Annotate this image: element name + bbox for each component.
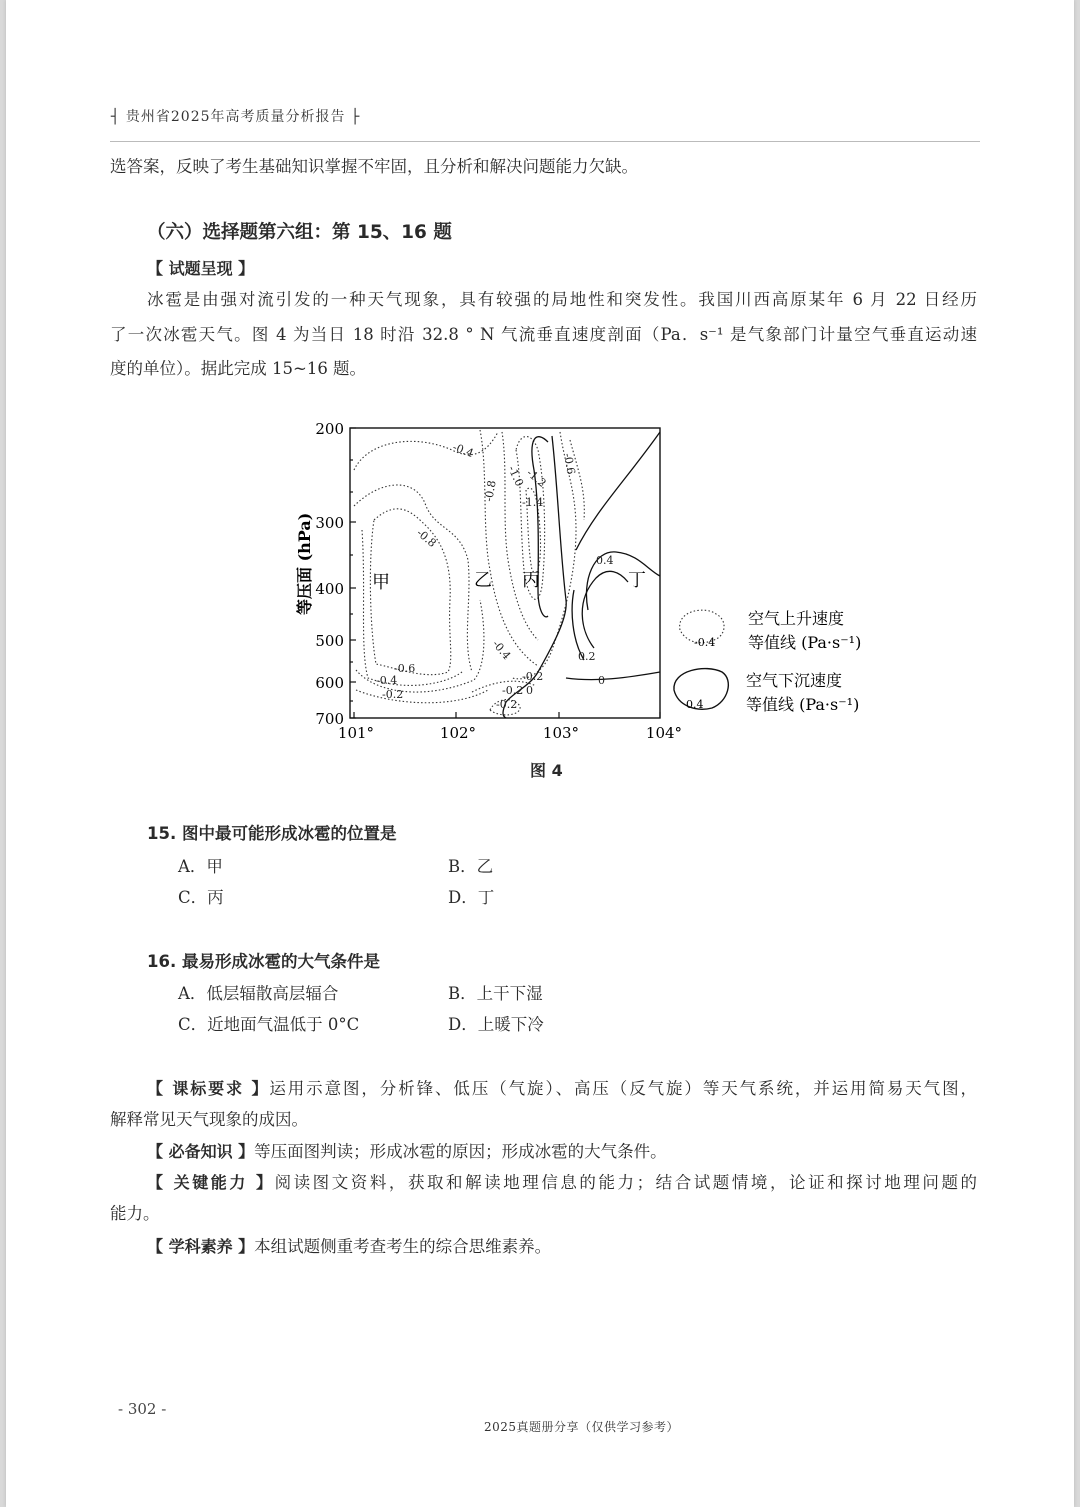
figure-4-contour-chart — [276, 410, 876, 750]
contour-label: -1.2 — [524, 466, 549, 490]
header-divider — [110, 141, 980, 142]
knowledge-text: 等压面图判读；形成冰雹的原因；形成冰雹的大气条件。 — [254, 1142, 667, 1161]
ability-paragraph — [147, 1169, 977, 1193]
stem-line-2: 了一次冰雹天气。图 4 为当日 18 时沿 32.8 ° N 气流垂直速度剖面（Pa．s⁻¹ 是气象部门计量空气垂直运动速 — [110, 325, 977, 344]
question-16-title: 16. 最易形成冰雹的大气条件是 — [147, 952, 380, 971]
y-tick-label: 400 — [315, 580, 344, 598]
region-label-bing: 丙 — [522, 570, 540, 591]
contour-label: -0.8 — [414, 526, 439, 550]
standard-text: 运用示意图，分析锋、低压（气旋）、高压（反气旋）等天气系统，并运用简易天气图， — [269, 1079, 977, 1098]
legend-sinking-line2: 等值线 (Pa·s⁻¹) — [746, 695, 860, 714]
y-tick-label: 600 — [315, 674, 344, 692]
y-tick-label: 500 — [315, 632, 344, 650]
question-15-option-d: D．丁 — [448, 888, 495, 907]
region-label-ding: 丁 — [628, 570, 646, 591]
contour-label: -0.6 — [561, 452, 578, 476]
contour-label: 0 — [526, 684, 533, 697]
knowledge-paragraph — [147, 1138, 667, 1162]
contour-label: 0.4 — [596, 554, 614, 567]
region-label-yi: 乙 — [474, 570, 492, 591]
question-16-option-c: C．近地面气温低于 0°C — [178, 1015, 360, 1034]
stem-line-3: 度的单位）。据此完成 15~16 题。 — [110, 359, 367, 378]
standard-label: 【 课标要求 】 — [147, 1079, 270, 1098]
question-15-option-c: C．丙 — [178, 888, 224, 907]
contour-label: -0.4 — [450, 440, 476, 461]
y-tick-label: 200 — [315, 420, 344, 438]
legend-rising-line1: 空气上升速度 — [748, 609, 845, 628]
x-tick-label: 101° — [337, 724, 375, 742]
legend-rising-line2: 等值线 (Pa·s⁻¹) — [748, 633, 862, 652]
standard-text-cont: 解释常见天气现象的成因。 — [110, 1110, 308, 1129]
contour-label: -0.8 — [482, 479, 499, 503]
x-tick-label: 104° — [645, 724, 683, 742]
y-tick-label: 300 — [315, 514, 344, 532]
question-16-option-b: B．上干下湿 — [448, 984, 543, 1003]
contour-label: -1.4 — [522, 496, 544, 509]
ability-label: 【 关键能力 】 — [147, 1173, 275, 1192]
contour-label: 0 — [598, 674, 605, 687]
question-16-option-d: D．上暖下冷 — [448, 1015, 544, 1034]
literacy-label: 【 学科素养 】 — [147, 1237, 255, 1256]
literacy-text: 本组试题侧重考查考生的综合思维素养。 — [254, 1237, 552, 1256]
ability-text: 阅读图文资料，获取和解读地理信息的能力；结合试题情境，论证和探讨地理问题的 — [274, 1173, 977, 1192]
x-tick-label: 102° — [439, 724, 477, 742]
ability-text-cont: 能力。 — [110, 1204, 160, 1223]
figure-caption: 图 4 — [530, 761, 563, 780]
legend-sinking-sample: 0.4 — [686, 698, 704, 711]
question-15-title: 15. 图中最可能形成冰雹的位置是 — [147, 824, 397, 843]
question-15-option-b: B．乙 — [448, 857, 494, 876]
x-tick-label: 103° — [542, 724, 580, 742]
y-axis-title: 等压面 (hPa) — [295, 512, 314, 615]
literacy-paragraph — [147, 1233, 551, 1257]
intro-text: 选答案，反映了考生基础知识掌握不牢固，且分析和解决问题能力欠缺。 — [110, 157, 638, 176]
y-tick-label: 700 — [315, 710, 344, 728]
contour-label: -0.4 — [376, 674, 398, 687]
legend-sinking-line1: 空气下沉速度 — [746, 671, 843, 690]
contour-label: -0.6 — [394, 662, 416, 675]
contour-label: -0.2 — [502, 684, 524, 697]
running-header: ┤ 贵州省2025年高考质量分析报告 ├ — [111, 109, 361, 125]
contour-label: -0.2 — [496, 698, 518, 711]
contour-label: -1.0 — [505, 463, 527, 489]
question-15-option-a: A．甲 — [178, 857, 223, 876]
legend-rising-sample: -0.4 — [694, 636, 716, 649]
region-label-jia: 甲 — [372, 572, 390, 593]
presentation-label: 【 试题呈现 】 — [147, 259, 255, 278]
standard-paragraph — [147, 1075, 977, 1099]
page-number: - 302 - — [118, 1400, 167, 1418]
document-page — [6, 0, 1074, 1507]
contour-label: 0.2 — [578, 650, 596, 663]
footer-note: 2025真题册分享（仅供学习参考） — [484, 1420, 680, 1434]
knowledge-label: 【 必备知识 】 — [147, 1142, 255, 1161]
section-heading: （六）选择题第六组：第 15、16 题 — [147, 222, 452, 243]
contour-label: -0.4 — [489, 637, 514, 663]
stem-line-1: 冰雹是由强对流引发的一种天气现象，具有较强的局地性和突发性。我国川西高原某年 6 月 22 日经历 — [147, 290, 977, 309]
contour-label: -0.2 — [382, 688, 404, 701]
question-16-option-a: A．低层辐散高层辐合 — [178, 984, 339, 1003]
contour-label: -0.2 — [522, 670, 544, 683]
